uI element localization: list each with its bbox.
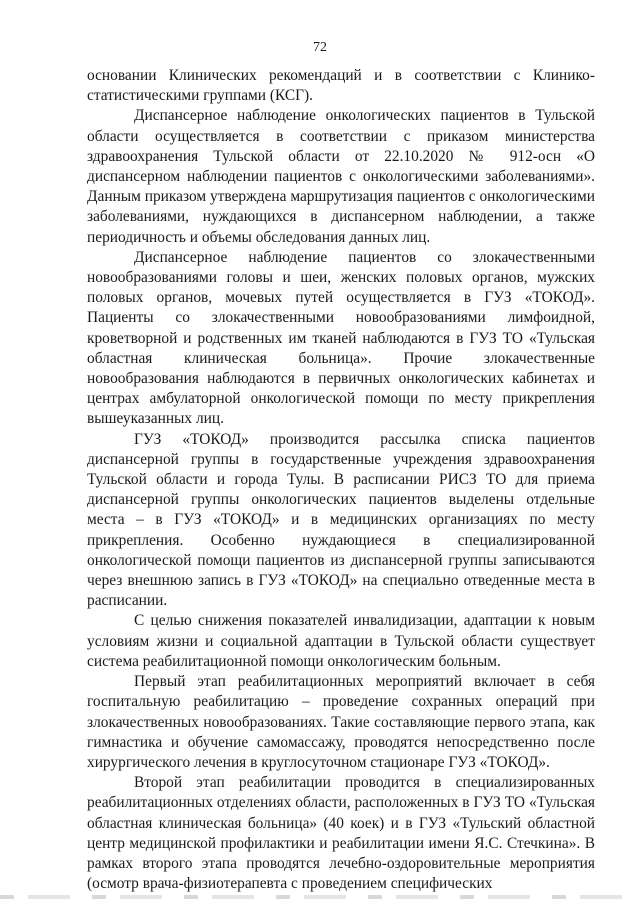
- paragraph-second-stage: Второй этап реабилитации проводится в специализированных реабилитационных отделениях области, расположенных в ГУЗ ТО «Тульская областная клиническая больница» (40 коек) и в ГУЗ «Тульский областной центр медицинской профилактики и реабилитации имени Я.С. Стечкина». В рамках второго этапа проводятся лечебно-оздоровительные мероприятия (осмотр врача-физиотерапевта с проведением специфических: [87, 774, 595, 893]
- document-body: [87, 66, 595, 894]
- paragraph-first-stage: Первый этап реабилитационных мероприятий включает в себя госпитальную реабилитацию – проведение сохранных операций при злокачественных новообразованиях. Такие составляющие первого этапа, как гимнастика и обучение самомассажу, проводятся непосредственно после хирургического лечения в круглосуточном стационаре ГУЗ «ТОКОД».: [87, 673, 595, 771]
- paragraph-observation-sites: Диспансерное наблюдение пациентов со злокачественными новообразованиями головы и шеи, женских половых органов, мужских половых органов, мочевых путей осуществляется в ГУЗ «ТОКОД». Пациенты со злокачественными новообразованиями лимфоидной, кроветворной и родственных им тканей наблюдаются в ГУЗ ТО «Тульская областная клиническая больница». Прочие злокачественные новообразования наблюдаются в первичных онкологических кабинетах и центрах амбулаторной онкологической помощи по месту прикрепления вышеуказанных лиц.: [87, 248, 595, 428]
- page-number: 72: [313, 40, 327, 55]
- paragraph-tokod-mailing: ГУЗ «ТОКОД» производится рассылка списка пациентов диспансерной группы в государственные учреждения здравоохранения Тульской области и города Тулы. В расписании РИСЗ ТО для приема диспансерной группы онкологических пациентов выделены отдельные места – в ГУЗ «ТОКОД» и в медицинских организациях по месту прикрепления. Особенно нуждающиеся в специализированной онкологической помощи пациентов из диспансерной группы записываются через внешнюю запись в ГУЗ «ТОКОД» на специально отведенные места в расписании.: [87, 430, 595, 610]
- paragraph-continuation: основании Клинических рекомендаций и в соответствии с Клинико-статистическими группами (КСГ).: [87, 67, 595, 105]
- scan-edge-artifact: [0, 895, 640, 899]
- paragraph-dispensary-observation: Диспансерное наблюдение онкологических пациентов в Тульской области осуществляется в соответствии с приказом министерства здравоохранения Тульской области от 22.10.2020 № 912-осн «О диспансерном наблюдении пациентов с онкологическими заболеваниями». Данным приказом утверждена маршрутизация пациентов с онкологическими заболеваниями, нуждающихся в диспансерном наблюдении, а также периодичность и объемы обследования данных лиц.: [87, 107, 595, 246]
- paragraph-rehabilitation-system: С целью снижения показателей инвалидизации, адаптации к новым условиям жизни и социальной адаптации в Тульской области существует система реабилитационной помощи онкологическим больным.: [87, 612, 595, 670]
